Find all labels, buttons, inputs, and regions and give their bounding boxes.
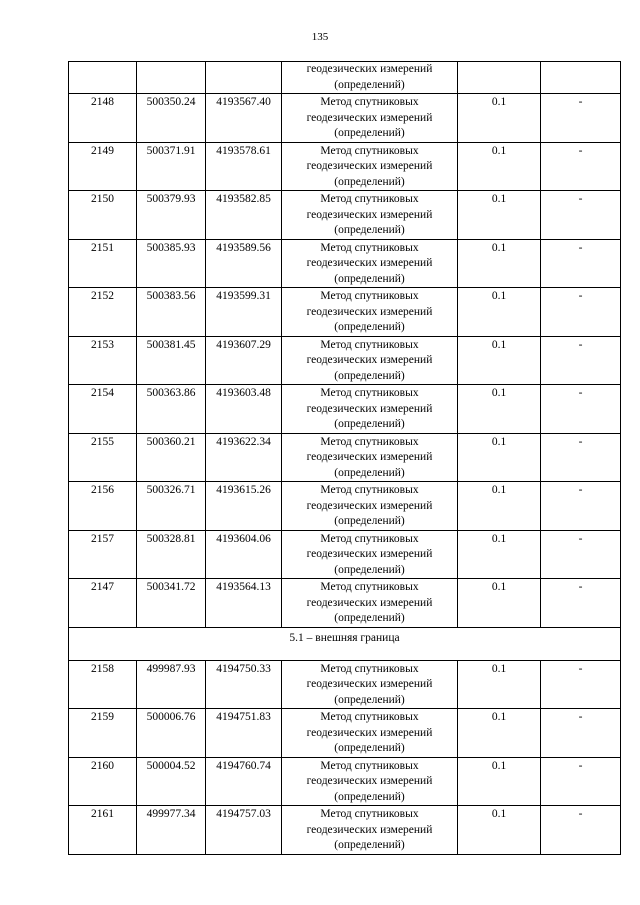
note-cell: - (541, 191, 621, 240)
method-line: Метод спутниковых (320, 193, 419, 205)
method-cell (282, 94, 458, 143)
x-coordinate-cell: 500371.91 (137, 142, 206, 191)
point-number-cell: 2151 (69, 239, 137, 288)
note-cell: - (541, 530, 621, 579)
x-coordinate-cell: 500385.93 (137, 239, 206, 288)
accuracy-cell: 0.1 (458, 336, 541, 385)
accuracy-cell: 0.1 (458, 579, 541, 628)
note-cell: - (541, 482, 621, 531)
accuracy-cell: 0.1 (458, 482, 541, 531)
accuracy-cell: 0.1 (458, 709, 541, 758)
y-coordinate-cell: 4193604.06 (206, 530, 282, 579)
table-row (69, 579, 621, 628)
table-row (69, 385, 621, 434)
y-coordinate-cell: 4193622.34 (206, 433, 282, 482)
point-number-cell: 2149 (69, 142, 137, 191)
method-line: геодезических измерений (306, 208, 433, 221)
note-cell: - (541, 142, 621, 191)
method-cell (282, 62, 458, 94)
method-line: (определений) (334, 612, 405, 624)
y-coordinate-cell (206, 62, 282, 94)
y-coordinate-cell: 4193615.26 (206, 482, 282, 531)
point-number-cell: 2150 (69, 191, 137, 240)
point-number-cell: 2159 (69, 709, 137, 758)
point-number-cell: 2152 (69, 288, 137, 337)
point-number-cell: 2148 (69, 94, 137, 143)
note-cell: - (541, 579, 621, 628)
method-line: геодезических измерений (306, 257, 433, 269)
method-line: геодезических измерений (306, 111, 433, 124)
x-coordinate-cell: 500006.76 (137, 709, 206, 758)
method-cell (282, 239, 458, 288)
note-cell: - (541, 288, 621, 337)
method-cell (282, 806, 458, 855)
method-line: Метод спутниковых (320, 144, 419, 157)
accuracy-cell: 0.1 (458, 660, 541, 709)
accuracy-cell: 0.1 (458, 191, 541, 240)
method-line: (определений) (334, 418, 405, 430)
method-line: геодезических измерений (306, 305, 433, 318)
method-line: Метод спутниковых (320, 484, 419, 496)
note-cell: - (541, 433, 621, 482)
method-cell (282, 482, 458, 531)
method-cell (282, 385, 458, 434)
y-coordinate-cell: 4193578.61 (206, 142, 282, 191)
method-line: геодезических измерений (306, 596, 433, 609)
method-cell (282, 530, 458, 579)
method-cell (282, 191, 458, 240)
point-number-cell: 2147 (69, 579, 137, 628)
table-row (69, 336, 621, 385)
point-number-cell: 2160 (69, 757, 137, 806)
point-number-cell (69, 62, 137, 94)
method-line: геодезических измерений (306, 402, 433, 415)
method-line: Метод спутниковых (320, 435, 419, 448)
note-cell: - (541, 94, 621, 143)
method-line: (определений) (334, 369, 405, 382)
table-row (69, 142, 621, 191)
coordinates-table (68, 61, 621, 855)
y-coordinate-cell: 4194757.03 (206, 806, 282, 855)
accuracy-cell: 0.1 (458, 433, 541, 482)
accuracy-cell (458, 62, 541, 94)
method-line: Метод спутниковых (320, 759, 419, 772)
table-row (69, 191, 621, 240)
method-line: (определений) (334, 321, 405, 333)
method-line: Метод спутниковых (320, 387, 419, 399)
method-line: (определений) (334, 78, 405, 91)
y-coordinate-cell: 4193607.29 (206, 336, 282, 385)
table-row (69, 94, 621, 143)
table-row (69, 288, 621, 337)
accuracy-cell: 0.1 (458, 94, 541, 143)
note-cell: - (541, 239, 621, 288)
table-row (69, 709, 621, 758)
x-coordinate-cell: 500383.56 (137, 288, 206, 337)
table-row-continuation (69, 62, 621, 94)
point-number-cell: 2154 (69, 385, 137, 434)
method-cell (282, 336, 458, 385)
y-coordinate-cell: 4193599.31 (206, 288, 282, 337)
note-cell (541, 62, 621, 94)
method-line: (определений) (334, 272, 405, 285)
y-coordinate-cell: 4193603.48 (206, 385, 282, 434)
method-line: геодезических измерений (306, 548, 433, 560)
method-cell (282, 757, 458, 806)
y-coordinate-cell: 4193567.40 (206, 94, 282, 143)
method-line: Метод спутниковых (320, 581, 419, 593)
point-number-cell: 2156 (69, 482, 137, 531)
accuracy-cell: 0.1 (458, 385, 541, 434)
point-number-cell: 2157 (69, 530, 137, 579)
table-row (69, 660, 621, 709)
y-coordinate-cell: 4193589.56 (206, 239, 282, 288)
table-row (69, 757, 621, 806)
method-line: Метод спутниковых (320, 808, 419, 820)
x-coordinate-cell: 500381.45 (137, 336, 206, 385)
y-coordinate-cell: 4193582.85 (206, 191, 282, 240)
method-cell (282, 433, 458, 482)
method-line: геодезических измерений (306, 160, 433, 172)
method-line: Метод спутниковых (320, 662, 419, 675)
method-line: (определений) (334, 515, 405, 527)
note-cell: - (541, 385, 621, 434)
method-line: геодезических измерений (306, 726, 433, 739)
accuracy-cell: 0.1 (458, 288, 541, 337)
y-coordinate-cell: 4194760.74 (206, 757, 282, 806)
x-coordinate-cell: 499977.34 (137, 806, 206, 855)
section-heading: 5.1 – внешняя граница (69, 627, 621, 660)
accuracy-cell: 0.1 (458, 530, 541, 579)
method-cell (282, 142, 458, 191)
method-line: (определений) (334, 224, 405, 236)
page-number: 135 (311, 31, 329, 43)
method-line: Метод спутниковых (320, 338, 419, 351)
note-cell: - (541, 709, 621, 758)
x-coordinate-cell (137, 62, 206, 94)
point-number-cell: 2155 (69, 433, 137, 482)
accuracy-cell: 0.1 (458, 239, 541, 288)
x-coordinate-cell: 500360.21 (137, 433, 206, 482)
method-line: геодезических измерений (306, 775, 433, 787)
method-line: геодезических измерений (306, 63, 433, 75)
table-row (69, 433, 621, 482)
method-line: (определений) (334, 466, 405, 479)
note-cell: - (541, 336, 621, 385)
y-coordinate-cell: 4194750.33 (206, 660, 282, 709)
method-line: Метод спутниковых (320, 532, 419, 545)
x-coordinate-cell: 500326.71 (137, 482, 206, 531)
method-cell (282, 288, 458, 337)
method-line: геодезических измерений (306, 499, 433, 512)
x-coordinate-cell: 500379.93 (137, 191, 206, 240)
method-line: Метод спутниковых (320, 96, 419, 108)
x-coordinate-cell: 499987.93 (137, 660, 206, 709)
method-cell (282, 579, 458, 628)
y-coordinate-cell: 4193564.13 (206, 579, 282, 628)
note-cell: - (541, 806, 621, 855)
point-number-cell: 2158 (69, 660, 137, 709)
method-line: (определений) (334, 790, 405, 803)
method-line: (определений) (334, 693, 405, 706)
section-row (69, 627, 621, 660)
method-line: Метод спутниковых (320, 241, 419, 254)
note-cell: - (541, 757, 621, 806)
x-coordinate-cell: 500004.52 (137, 757, 206, 806)
point-number-cell: 2161 (69, 806, 137, 855)
point-number-cell: 2153 (69, 336, 137, 385)
method-line: (определений) (334, 839, 405, 851)
x-coordinate-cell: 500341.72 (137, 579, 206, 628)
accuracy-cell: 0.1 (458, 142, 541, 191)
note-cell: - (541, 660, 621, 709)
method-line: (определений) (334, 563, 405, 576)
method-line: геодезических измерений (306, 823, 433, 836)
method-line: Метод спутниковых (320, 290, 419, 302)
x-coordinate-cell: 500350.24 (137, 94, 206, 143)
x-coordinate-cell: 500328.81 (137, 530, 206, 579)
method-line: (определений) (334, 742, 405, 754)
accuracy-cell: 0.1 (458, 806, 541, 855)
table-row (69, 482, 621, 531)
method-line: (определений) (334, 175, 405, 188)
method-line: (определений) (334, 127, 405, 139)
table-row (69, 239, 621, 288)
accuracy-cell: 0.1 (458, 757, 541, 806)
method-line: геодезических измерений (306, 678, 433, 690)
method-cell (282, 660, 458, 709)
method-line: геодезических измерений (306, 354, 433, 366)
method-cell (282, 709, 458, 758)
y-coordinate-cell: 4194751.83 (206, 709, 282, 758)
table-row (69, 806, 621, 855)
x-coordinate-cell: 500363.86 (137, 385, 206, 434)
table-row (69, 530, 621, 579)
method-line: Метод спутниковых (320, 711, 419, 723)
method-line: геодезических измерений (306, 451, 433, 463)
